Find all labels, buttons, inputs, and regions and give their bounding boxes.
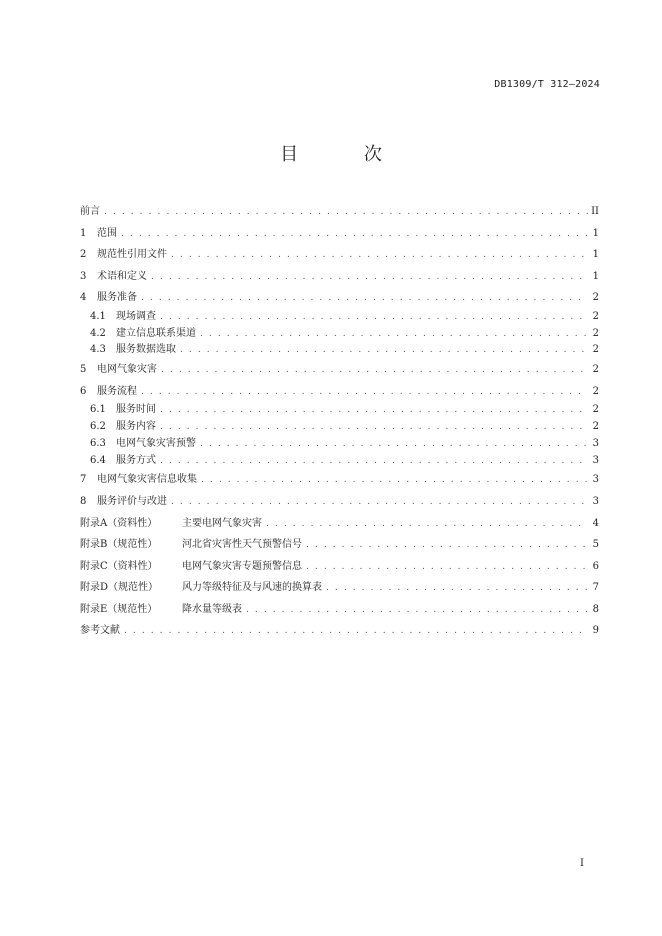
page-number: I — [580, 858, 584, 869]
dot-leader — [306, 557, 588, 579]
toc-appendix-label: 附录C（资料性） — [80, 560, 158, 572]
toc-entry-title: 主要电网气象灾害 — [182, 517, 262, 529]
toc-entry-title: 服务数据选取 — [116, 344, 176, 356]
toc-page-number: 2 — [592, 327, 599, 339]
toc-section-number: 4.2 — [90, 327, 106, 339]
toc-entry-title: 服务时间 — [116, 404, 156, 416]
dot-leader — [171, 245, 588, 267]
toc-page-number: 9 — [592, 625, 599, 637]
toc-page-number: 3 — [592, 495, 599, 507]
toc-entry-title: 规范性引用文件 — [97, 249, 167, 261]
dot-leader — [161, 360, 588, 382]
toc-entry-title: 服务流程 — [97, 385, 137, 397]
toc-entry[interactable] — [80, 491, 599, 513]
toc-entry-title: 风力等级特征及与风速的换算表 — [182, 582, 322, 594]
toc-page-number: 1 — [592, 249, 599, 261]
toc-section-number: 6.4 — [90, 454, 106, 466]
dot-leader — [200, 326, 588, 343]
toc-page-number: 7 — [592, 582, 599, 594]
toc-appendix-entry[interactable] — [80, 534, 599, 556]
toc-entry[interactable] — [80, 469, 599, 491]
toc-entry-title: 参考文献 — [80, 625, 120, 637]
toc-page-number: 2 — [592, 404, 599, 416]
toc-entry-title: 降水量等级表 — [182, 603, 242, 615]
toc-page-number: 2 — [592, 310, 599, 322]
dot-leader — [200, 436, 588, 453]
toc-page-number: 2 — [592, 364, 599, 376]
dot-leader — [104, 202, 588, 224]
toc-subsection-entry[interactable] — [80, 402, 599, 419]
toc-page-number: II — [591, 206, 599, 217]
toc-entry-title: 服务内容 — [116, 421, 156, 433]
toc-entry-title: 前言 — [80, 206, 100, 217]
toc-section-number: 1 — [80, 227, 87, 239]
toc-entry-title: 电网气象灾害专题预警信息 — [182, 560, 302, 572]
dot-leader — [266, 514, 588, 536]
dot-leader — [160, 402, 588, 419]
toc-entry-title: 范围 — [97, 227, 117, 239]
toc-page-number: 2 — [592, 292, 599, 304]
toc-appendix-entry[interactable] — [80, 556, 599, 578]
toc-entry[interactable] — [80, 620, 599, 642]
toc-entry-title: 电网气象灾害信息收集 — [97, 474, 197, 486]
toc-appendix-entry[interactable] — [80, 577, 599, 599]
toc-page-number: 5 — [592, 539, 599, 551]
dot-leader — [141, 382, 588, 404]
toc-entry[interactable] — [80, 223, 599, 245]
toc-entry[interactable] — [80, 201, 599, 223]
toc-entry-title: 服务评价与改进 — [97, 495, 167, 507]
toc-subsection-entry[interactable] — [80, 453, 599, 470]
page-title: 目 次 — [280, 144, 412, 165]
dot-leader — [160, 453, 588, 470]
dot-leader — [171, 492, 588, 514]
toc-page-number: 1 — [592, 270, 599, 282]
toc-entry-title: 电网气象灾害 — [97, 364, 157, 376]
toc-entry[interactable] — [80, 381, 599, 403]
document-code: DB1309/T 312—2024 — [494, 79, 600, 90]
toc-entry[interactable] — [80, 287, 599, 309]
toc-page-number: 2 — [592, 344, 599, 356]
dot-leader — [246, 600, 588, 622]
toc-page-number: 4 — [592, 517, 599, 529]
toc-entry-title: 河北省灾害性天气预警信号 — [182, 539, 302, 551]
toc-page-number: 3 — [592, 474, 599, 486]
dot-leader — [201, 470, 588, 492]
toc-entry[interactable] — [80, 266, 599, 288]
toc-section-number: 2 — [80, 249, 87, 261]
toc-entry-title: 建立信息联系渠道 — [116, 327, 196, 339]
toc-appendix-label: 附录E（规范性） — [80, 603, 158, 615]
toc-section-number: 4.1 — [90, 310, 106, 322]
toc-section-number: 6.3 — [90, 437, 106, 449]
toc-subsection-entry[interactable] — [80, 436, 599, 453]
toc-page-number: 2 — [592, 421, 599, 433]
dot-leader — [121, 224, 588, 246]
toc-appendix-entry[interactable] — [80, 599, 599, 621]
toc-section-number: 3 — [80, 270, 87, 282]
toc-section-number: 6 — [80, 385, 87, 397]
dot-leader — [124, 621, 588, 643]
toc-subsection-entry[interactable] — [80, 419, 599, 436]
toc-page-number: 2 — [592, 385, 599, 397]
toc-appendix-label: 附录B（规范性） — [80, 539, 158, 551]
toc-entry[interactable] — [80, 359, 599, 381]
dot-leader — [141, 288, 588, 310]
toc-section-number: 8 — [80, 495, 87, 507]
toc-section-number: 7 — [80, 474, 87, 486]
toc-subsection-entry[interactable] — [80, 309, 599, 326]
toc-entry-title: 术语和定义 — [97, 270, 147, 282]
toc-section-number: 4 — [80, 292, 87, 304]
toc-page-number: 1 — [592, 227, 599, 239]
dot-leader — [160, 309, 588, 326]
toc-appendix-entry[interactable] — [80, 513, 599, 535]
toc-entry-title: 服务方式 — [116, 454, 156, 466]
dot-leader — [306, 535, 588, 557]
toc-page-number: 3 — [592, 437, 599, 449]
toc-entry[interactable] — [80, 244, 599, 266]
toc-page-number: 8 — [592, 603, 599, 615]
dot-leader — [180, 342, 588, 359]
toc-entry-title: 服务准备 — [97, 292, 137, 304]
toc-subsection-entry[interactable] — [80, 342, 599, 359]
toc-appendix-label: 附录D（规范性） — [80, 582, 159, 594]
toc-entry-title: 现场调查 — [116, 310, 156, 322]
toc-section-number: 5 — [80, 364, 87, 376]
toc-section-number: 6.1 — [90, 404, 106, 416]
toc-page-number: 6 — [592, 560, 599, 572]
dot-leader — [160, 419, 588, 436]
table-of-contents — [80, 201, 599, 642]
toc-section-number: 6.2 — [90, 421, 106, 433]
dot-leader — [151, 267, 588, 289]
toc-entry-title: 电网气象灾害预警 — [116, 437, 196, 449]
toc-section-number: 4.3 — [90, 344, 106, 356]
dot-leader — [326, 578, 588, 600]
toc-page-number: 3 — [592, 454, 599, 466]
toc-subsection-entry[interactable] — [80, 326, 599, 343]
toc-appendix-label: 附录A（资料性） — [80, 517, 158, 529]
